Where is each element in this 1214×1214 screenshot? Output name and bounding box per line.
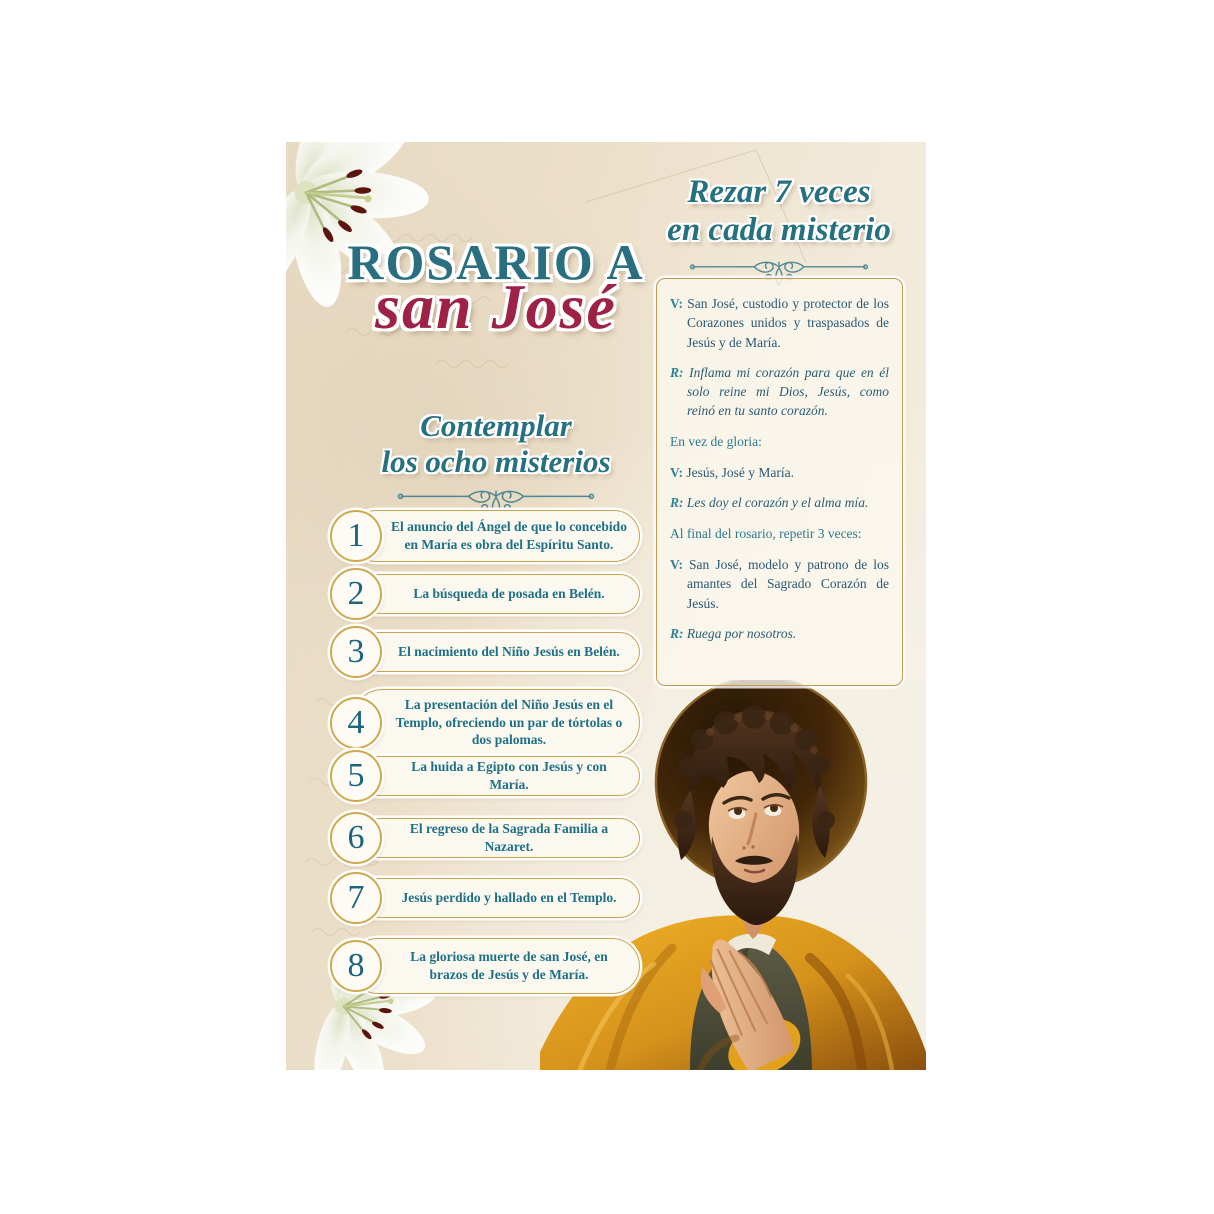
mystery-pill bbox=[350, 878, 640, 918]
mystery-number-badge: 7 bbox=[330, 872, 382, 924]
prayer-text: San José, custodio y protector de los Corazones unidos y traspasados de Jesús y de María. bbox=[687, 296, 889, 350]
mystery-item-7 bbox=[330, 876, 640, 920]
mystery-text: La huida a Egipto con Jesús y con María. bbox=[411, 759, 607, 792]
contemplar-line2: los ocho misterios bbox=[381, 443, 611, 479]
mystery-text: Jesús perdido y hallado en el Templo. bbox=[401, 890, 617, 906]
rezar-heading bbox=[654, 174, 904, 288]
mystery-pill bbox=[350, 938, 640, 994]
prayer-text: Jesús, José y María. bbox=[686, 465, 795, 481]
mystery-text: El nacimiento del Niño Jesús en Belén. bbox=[398, 644, 620, 660]
response-label: R: bbox=[670, 495, 684, 511]
mystery-pill bbox=[350, 574, 640, 614]
response-label: R: bbox=[670, 625, 684, 641]
mystery-item-4 bbox=[330, 687, 640, 758]
prayer-box bbox=[656, 278, 903, 686]
mystery-item-2 bbox=[330, 572, 640, 616]
poster-title-line1: ROSARIO A bbox=[347, 234, 645, 290]
prayer-card-poster bbox=[286, 142, 926, 1070]
mystery-pill bbox=[350, 756, 640, 796]
mystery-number-badge: 8 bbox=[330, 940, 382, 992]
prayer-rubric: Al final del rosario, repetir 3 veces: bbox=[670, 525, 862, 541]
prayer-line bbox=[670, 624, 889, 643]
prayer-line bbox=[670, 555, 889, 613]
prayer-line bbox=[670, 363, 889, 421]
prayer-text: San José, modelo y patrono de los amantes del Sagrado Corazón de Jesús. bbox=[687, 556, 890, 611]
contemplar-line1: Contemplar bbox=[420, 408, 572, 443]
prayer-text: Les doy el corazón y el alma mía. bbox=[686, 495, 869, 511]
mystery-number-badge: 1 bbox=[330, 510, 382, 562]
prayer-line bbox=[670, 463, 889, 482]
prayer-line bbox=[670, 294, 889, 352]
mystery-item-3 bbox=[330, 630, 640, 674]
mystery-item-8 bbox=[330, 936, 640, 996]
mystery-number-badge: 4 bbox=[330, 697, 382, 749]
mystery-number-badge: 6 bbox=[330, 812, 382, 864]
versicle-label: V: bbox=[670, 296, 684, 311]
mystery-item-1 bbox=[330, 508, 640, 564]
mystery-text: El anuncio del Ángel de que lo concebido en María es obra del Espíritu Santo. bbox=[391, 519, 627, 552]
response-label: R: bbox=[670, 364, 684, 380]
mystery-pill bbox=[350, 510, 640, 562]
contemplar-heading bbox=[300, 408, 692, 519]
mystery-pill bbox=[350, 818, 640, 858]
versicle-label: V: bbox=[670, 556, 684, 572]
mystery-text: La búsqueda de posada en Belén. bbox=[413, 586, 605, 602]
mystery-number-badge: 3 bbox=[330, 626, 382, 678]
prayer-text: Ruega por nosotros. bbox=[686, 625, 797, 641]
prayer-rubric: En vez de gloria: bbox=[670, 433, 762, 449]
versicle-label: V: bbox=[670, 465, 684, 481]
mystery-pill bbox=[350, 632, 640, 672]
mystery-pill bbox=[350, 689, 640, 756]
rezar-line1: Rezar 7 veces bbox=[687, 174, 871, 210]
rezar-line2: en cada misterio bbox=[667, 211, 891, 248]
mystery-text: El regreso de la Sagrada Familia a Nazaret. bbox=[409, 821, 609, 854]
prayer-line bbox=[670, 493, 889, 512]
title-block bbox=[300, 234, 692, 342]
mystery-item-5 bbox=[330, 754, 640, 798]
prayer-text: Inflama mi corazón para que en él solo reine mi Dios, Jesús, como reinó en tu santo corazón. bbox=[687, 364, 889, 419]
mystery-text: La gloriosa muerte de san José, en brazos de Jesús y de María. bbox=[410, 949, 608, 982]
mystery-number-badge: 2 bbox=[330, 568, 382, 620]
mystery-text: La presentación del Niño Jesús en el Templo, ofreciendo un par de tórtolas o dos palomas. bbox=[395, 696, 623, 748]
poster-title-line2: san José bbox=[375, 270, 617, 342]
mystery-item-6 bbox=[330, 816, 640, 860]
mystery-number-badge: 5 bbox=[330, 750, 382, 802]
